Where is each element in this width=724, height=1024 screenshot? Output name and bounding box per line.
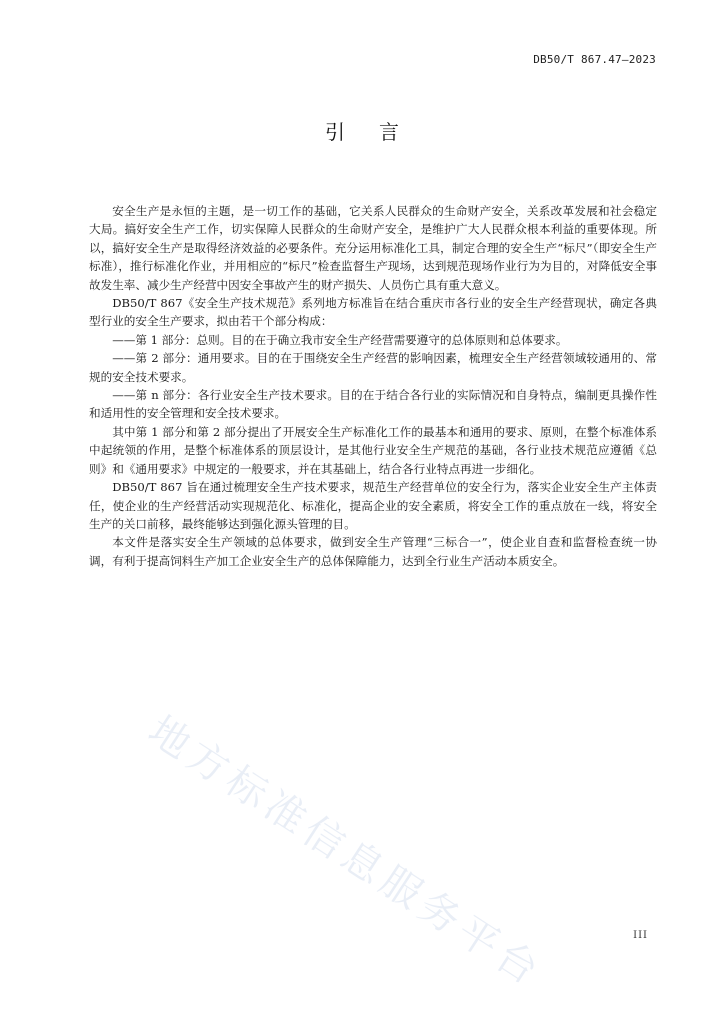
body-text: [89, 202, 657, 570]
paragraph: 本文件是落实安全生产领域的总体要求，做到安全生产管理“三标合一”，使企业自查和监督检查统一协调，有利于提高饲料生产加工企业安全生产的总体保障能力，达到全行业生产活动本质安全。: [89, 535, 657, 568]
paragraph: DB50/T 867 旨在通过梳理安全生产技术要求，规范生产经营单位的安全行为，落实企业安全生产主体责任，使企业的生产经营活动实现规范化、标准化，提高企业的安全素质，将安全工作的重点放在一线，将安全生产的关口前移，最终能够达到强化源头管理的目。: [89, 480, 657, 531]
paragraph: 其中第 1 部分和第 2 部分提出了开展安全生产标准化工作的最基本和通用的要求、原则，在整个标准体系中起统领的作用，是整个标准体系的顶层设计，是其他行业安全生产规范的基础，各行业技术规范应遵循《总则》和《通用要求》中规定的一般要求，并在其基础上，结合各行业特点再进一步细化。: [89, 424, 657, 476]
list-item: ——第 n 部分：各行业安全生产技术要求。目的在于结合各行业的实际情况和自身特点，编制更具操作性和适用性的安全管理和安全技术要求。: [89, 388, 657, 421]
standard-code: DB50/T 867.47—2023: [533, 53, 656, 66]
list-item: ——第 2 部分：通用要求。目的在于围绕安全生产经营的影响因素，梳理安全生产经营领域较通用的、常规的安全技术要求。: [89, 351, 657, 384]
page-title: 引言: [325, 120, 433, 144]
list-item: ——第 1 部分：总则。目的在于确立我市安全生产经营需要遵守的总体原则和总体要求。: [112, 332, 568, 347]
paragraph: DB50/T 867《安全生产技术规范》系列地方标准旨在结合重庆市各行业的安全生产经营现状，确定各典型行业的安全生产要求，拟由若干个部分构成：: [89, 296, 657, 329]
page-number: III: [633, 930, 648, 941]
paragraph: 安全生产是永恒的主题，是一切工作的基础，它关系人民群众的生命财产安全，关系改革发展和社会稳定大局。搞好安全生产工作，切实保障人民群众的生命财产安全，是维护广大人民群众根本利益的重要体现。所以，搞好安全生产是取得经济效益的必要条件。充分运用标准化工具，制定合理的安全生产“标尺”（即安全生产标准），推行标准化作业，并用相应的“标尺”检查监督生产现场，达到规范现场作业行为为目的，对降低安全事故发生率、减少生产经营中因安全事故产生的财产损失、人员伤亡具有重大意义。: [89, 204, 657, 292]
watermark: 地方标准信息服务平台: [140, 707, 551, 997]
